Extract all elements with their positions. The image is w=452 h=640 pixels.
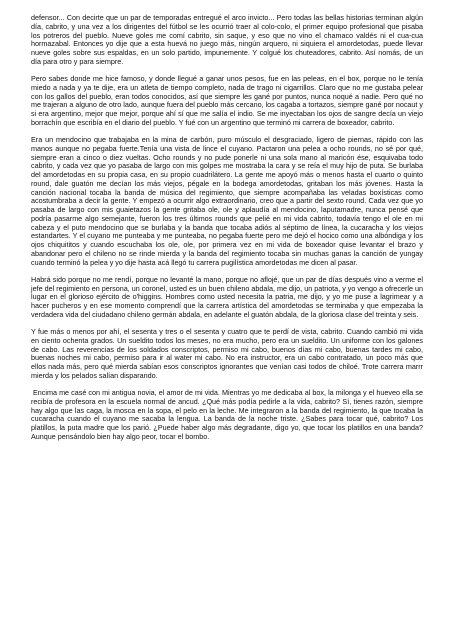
paragraph: Y fue más o menos por ahí, el sesenta y tres o el sesenta y cuatro que te perdí de vista, cabrito. Cuando cambió mi vida en ciento ochenta grados. Un sueldito todos los meses, no era mucho, pero era un sueldito. Un uniforme con los galones de cabo. Las reverencias de los soldados conscriptos, permiso mi cabo, buenos días mi cabo, buenas tardes mi cabo, buenas noches mi cabo, permiso para ir al water mi cabo. No era instructor, era un cabo contratado, un poco más que ellos nada más, pero qué mierda sabían esos conscriptos ignorantes que venían casi todos de chiloé. Trote carrera marrr mierda y los pelados salían disparando. xyxy=(31,327,423,380)
paragraph: Habrá sido porque no me rendí, porque no levanté la mano, porque no aflojé, que un par de días después vino a verme el jefe del regimiento en persona, un coronel, usted es un buen chileno abdala, me dijo, un patriota, y yo vengo a ofrecerle un lugar en el glorioso ejército de o'higgins. Hombres como usted necesita la patria, me dijo, y yo me puse a lagrimear y a hacer pucheros y en ese momento comprendí que la carrera artística del amordetodas se terminaba y que empezaba la verdadera vida del ciudadano chileno germán abdala, en adelante el guatón abdala, de la gloriosa clase del treinta y seis. xyxy=(31,274,423,319)
paragraph: Encima me casé con mi antigua novia, el amor de mi vida. Mientras yo me dedicaba al box, la milonga y el hueveo ella se recibía de profesora en la escuela normal de ancud. ¿Qué más podía pedirle a la vida, cabrito? Sí, tienes razón, siempre hay algo que las caga, la mosca en la sopa, el pelo en la leche. Me integraron a la banda del regimiento, la que tocaba la cucaracha cuando el cuyano me sacaba la lengua. La banda de la noche triste. ¿Sabes para tocar qué, cabrito? Los platillos, la puta madre que los parió. ¿Puede haber algo más degradante, digo yo, que tocar los platillos en una banda? Aunque pensándolo bien hay algo peor, tocar el bombo. xyxy=(31,388,423,441)
paragraph: Era un mendocino que trabajaba en la mina de carbón, puro músculo el desgraciado, ligero de piernas, rápido con las manos aunque no pegaba fuerte.Tenía una vista de lince el cuyano. Pactaron una pelea a ocho rounds, no sé por qué, siempre eran a cinco o diez vueltas. Ocho rounds y no pude ponerle ni una sola mano al maricón ése, esquivaba todo cabrito, y cada vez que yo pasaba de largo con mis golpes me mostraba la cara y se reía el muy hijo de puta. Se burlaba del amordetodas en su propia casa, en su propio cuadrilátero. La gente me apoyó más o menos hasta el cuarto o quinto round, dale guatón me decían los más viejos, pégale en la bodega amordetodas, gritaban los más jóvenes. Hasta la canción nacional tocaba la banda de música del regimiento, que siempre acompañaba las veladas boxísticas como acostumbraba a decir la gente. Y empezó a ocurrir algo extraordinario, creo que a partir del sexto round. Cada vez que yo pasaba de largo con mis guaietazos la gente gritaba ole, ole y aplaudía al mendocino, laputamadre, nunca pensé que podría pasarme algo semejante, fueron los tres últimos rounds que pelié en mi vida cabrito, todavía tengo el ole en mi cabeza y el puto mendocino que se burlaba y la banda que tocaba adiós al séptimo de línea, la cucaracha y los viejos estandartes. Y el cuyano me punteaba y me punteaba, no pegaba fuerte pero me dejó el hocico como una albóndiga y los ojos chiquititos y cuando escuchaba los ole, ole, por primera vez en mi vida de boxeador quise levantar el brazo y abandonar pero el chileno no se rinde mierda y la banda del regimiento tocaba sin muchas ganas la canción de yungay cuando terminó la pelea y yo dije hasta acá llegó tu carrera pugilística amordetodas me dicen al pasar. xyxy=(31,135,423,267)
paragraph: defensor... Con decirte que un par de temporadas entregué el arco invicto... Pero todas las bellas historias terminan algún día, cabrito, y una vez a los dirigentes del fútbol se les ocurrió traer al colo-colo, el primer equipo profesional que pisaba los potreros del pueblo. Nueve goles me comí cabrito, sin saque, y eso que no vino el chamaco valdés ni el cua-cua hormazabal. Entonces yo dije que a esta huevá no juego más, ningún arquero, ni siquiera el amordetodas, puede llevar nueve goles sobre sus espaldas, en un solo partido, impunemente. Y colgué los chuteadores, cabrito. Así nomás, de un día para otro y para siempre. xyxy=(31,13,423,66)
document-body xyxy=(31,14,423,450)
paragraph: Pero sabes donde me hice famoso, y donde llegué a ganar unos pesos, fue en las peleas, en el box, porque no le tenía miedo a nada y ya te dije, era un atleta de tiempo completo, nada de trago ni cigarrillos. Claro que no me gustaba pelear con los gallos del pueblo, eran todos conocidos, así que siempre les gané por puntos, nunca noqué a nadie. Pero qué no me trajeran a alguno de otro lado, aunque fuera del pueblo más cercano, los cagaba a tortazos, siempre gané por nocaut y si era argentino, mejor que mejor, porque ahí sí que me salía el indio. Se me inyectaban los ojos de sangre decía un viejo borrachín que escribía en el diario del pueblo. Y fué con un argentino que terminó mi carrera de boxeador, cabrito. xyxy=(31,74,423,127)
